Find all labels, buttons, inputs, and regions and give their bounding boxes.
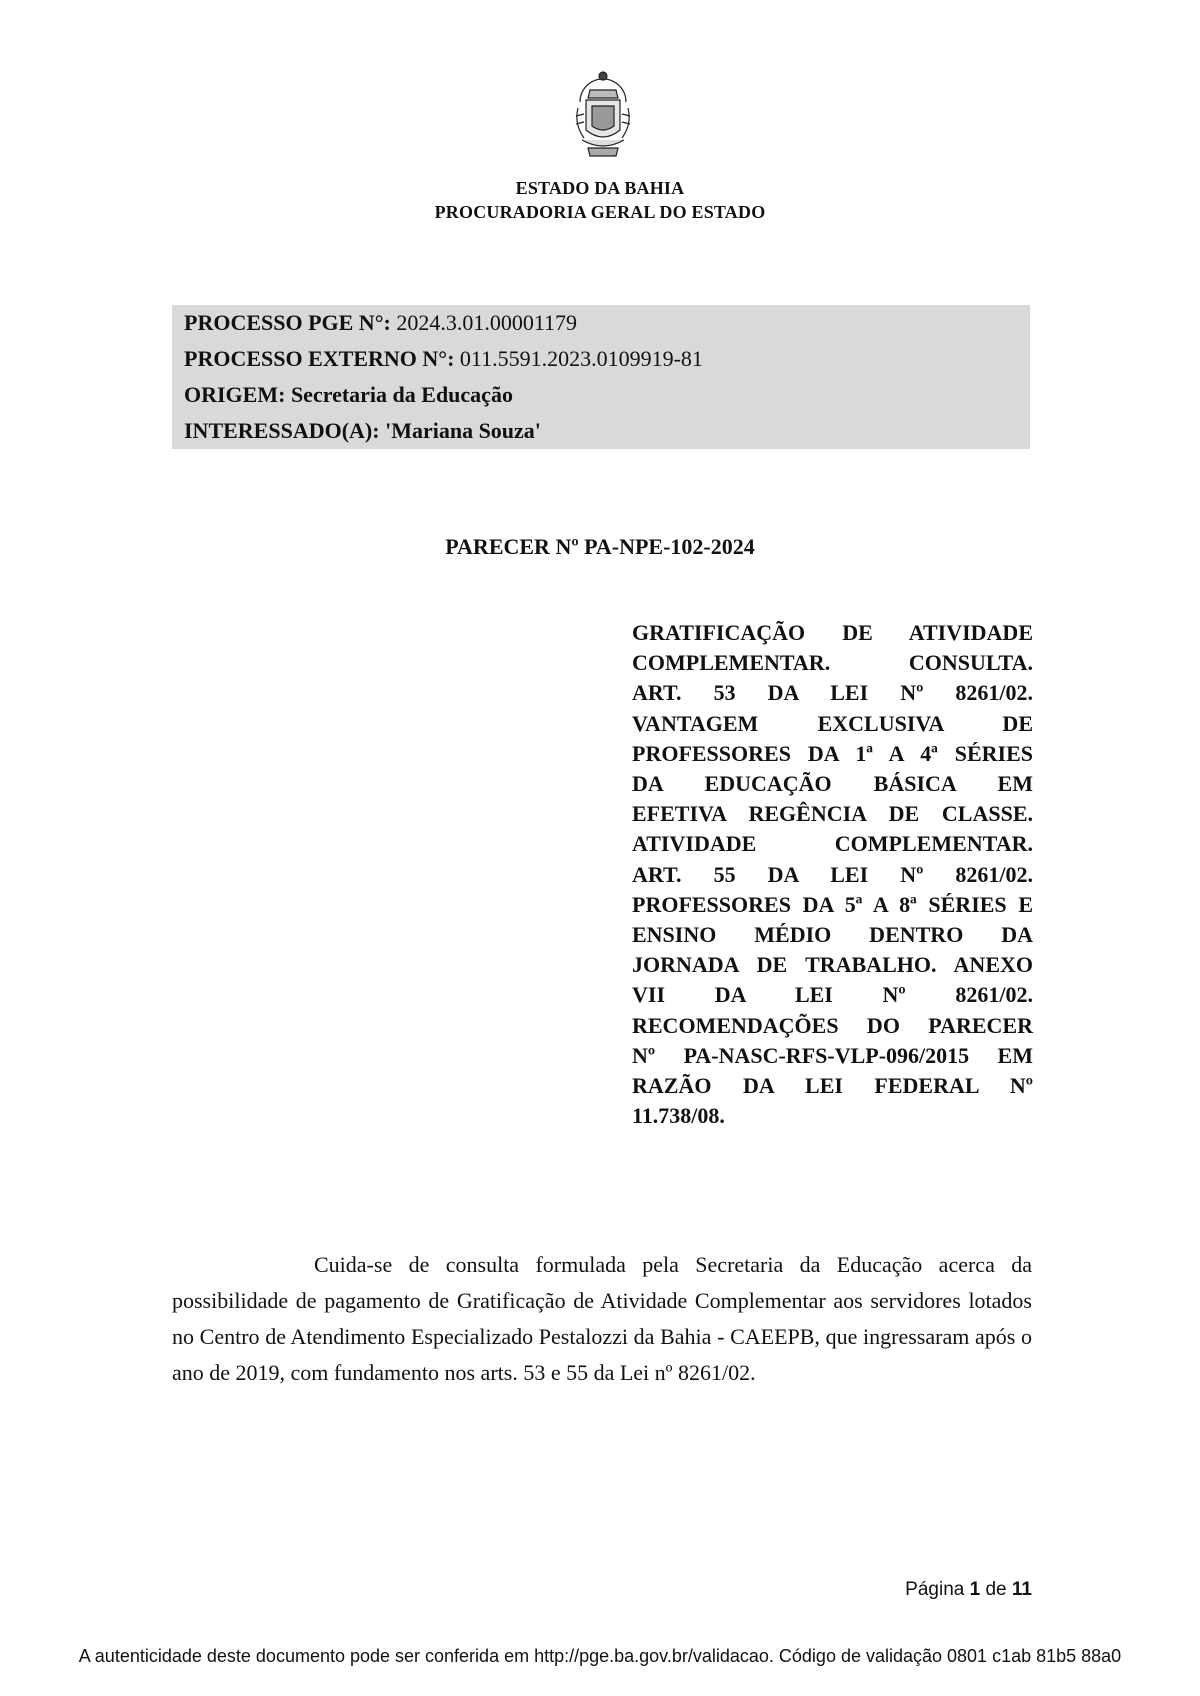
page-number [900,1577,1032,1603]
ementa-line: VANTAGEM EXCLUSIVA DE [632,710,1033,736]
ementa-line: PROFESSORES DA 5ª A 8ª SÉRIES E [632,891,1033,917]
document-body [172,1247,1032,1391]
ementa-line: 11.738/08. [632,1103,725,1129]
page-current: 1 [969,1579,981,1600]
ementa-line: Nº PA-NASC-RFS-VLP-096/2015 EM [632,1042,1033,1068]
ementa-line: PROFESSORES DA 1ª A 4ª SÉRIES [632,740,1033,766]
page-label: Página [905,1579,965,1600]
ementa-line: GRATIFICAÇÃO DE ATIVIDADE [632,620,1033,645]
page-separator: de [985,1579,1007,1600]
process-pge-row [172,305,1030,341]
ementa-line: RECOMENDAÇÕES DO PARECER [632,1012,1033,1038]
ementa-line: DA EDUCAÇÃO BÁSICA EM [632,771,1033,797]
ementa-line: ART. 53 DA LEI Nº 8261/02. [632,680,1033,706]
parecer-title: PARECER Nº PA-NPE-102-2024 [445,534,755,559]
ementa-line: EFETIVA REGÊNCIA DE CLASSE. [632,801,1033,827]
ementa-line: JORNADA DE TRABALHO. ANEXO [632,952,1033,978]
document-header [0,176,1200,224]
coat-of-arms-icon [570,68,636,160]
ementa-line: COMPLEMENTAR. CONSULTA. [632,650,1033,676]
header-agency: PROCURADORIA GERAL DO ESTADO [434,202,766,222]
process-externo-row [172,341,1030,377]
ementa-line: ENSINO MÉDIO DENTRO DA [632,922,1033,948]
ementa-block [632,618,1033,1131]
validation-footer: A autenticidade deste documento pode ser conferida em http://pge.ba.gov.br/validacao. Código de validação 0801 c1ab 81b5 88a0 [78,1646,1122,1666]
ementa-line: VII DA LEI Nº 8261/02. [632,982,1033,1008]
process-externo-value: 011.5591.2023.0109919-81 [459,346,703,371]
origem-row: ORIGEM: Secretaria da Educação [184,382,513,407]
process-info-box [172,305,1030,449]
interessado-row: INTERESSADO(A): 'Mariana Souza' [184,418,541,443]
process-pge-label: PROCESSO PGE N°: [184,310,391,335]
process-externo-label: PROCESSO EXTERNO N°: [184,346,455,371]
header-state: ESTADO DA BAHIA [515,178,685,198]
page-total: 11 [1011,1579,1032,1600]
ementa-line: RAZÃO DA LEI FEDERAL Nº [632,1073,1033,1099]
process-pge-value: 2024.3.01.00001179 [396,310,578,335]
ementa-line: ART. 55 DA LEI Nº 8261/02. [632,861,1033,887]
ementa-line: ATIVIDADE COMPLEMENTAR. [632,831,1033,857]
body-paragraph: Cuida-se de consulta formulada pela Secretaria da Educação acerca da possibilidade de pagamento de Gratificação de Atividade Complementar aos servidores lotados no Centro de Atendimento Especializado Pestalozzi da Bahia - CAEEPB, que ingressaram após o ano de 2019, com fundamento nos arts. 53 e 55 da Lei nº 8261/02. [172,1252,1032,1385]
